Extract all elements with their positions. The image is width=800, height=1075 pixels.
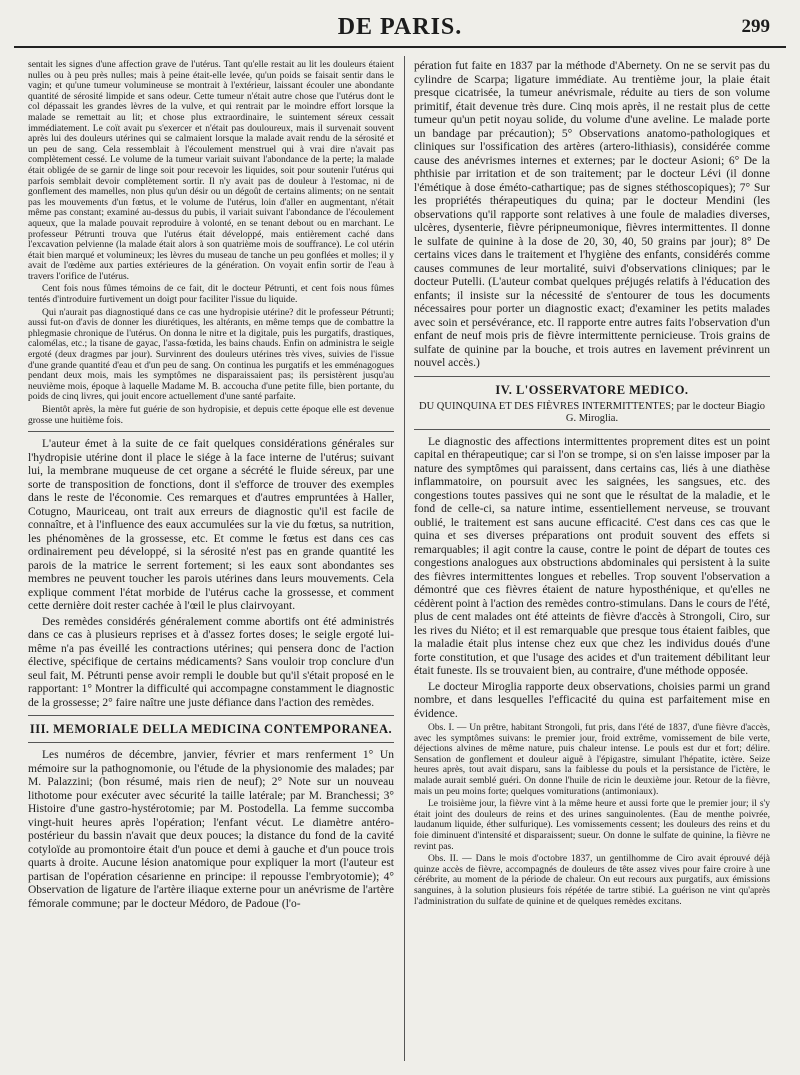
section-rule	[28, 431, 394, 432]
page-number: 299	[741, 16, 770, 37]
article-paragraph: Le docteur Miroglia rapporte deux observations, choisies parmi un grand nombre, et dans lesquelles l'efficacité du quina est parfaitement mise en évidence.	[414, 680, 770, 720]
article-paragraph: Des remèdes considérés généralement comme abortifs ont été administrés dans ce cas à plusieurs reprises et à d'assez fortes doses; le seigle ergoté lui-même n'a pas éveillé les contractions utérines; qui pensera donc de l'action élective, spécifique de certains médicaments? Sans vouloir trop conclure d'un seul fait, M. Pétrunti pense avoir rempli le double but qu'il s'était proposé en le rapportant: 1° Montrer la difficulté qui accompagne constamment le diagnostic de la grossesse; 2° faire naître une juste défiance dans l'action des remèdes.	[28, 615, 394, 709]
article-paragraph: pération fut faite en 1837 par la méthode d'Abernety. On ne se servit pas du cylindre de Scarpa; ligature immédiate. Au trentième jour, la plaie était presque cicatrisée, la tumeur anévrismale, réduite au tiers de son volume primitif, était devenue très dure. Cinq mois après, il ne restait plus de cette tumeur qu'un petit noyau solide, du volume d'une aveline. Le malade porte un bandage par précaution); 5° Observations anatomo-pathologiques et cliniques sur l'ossification des artères (artero-lithiasis), considérée comme cause des anévrismes internes et externes; par le docteur Asioni; 6° De la phthisie par irritation et de son traitement; par le docteur Lévi (il donne l'émétique à dose éméto-cathartique; pas de signes stéthoscopiques); 7° Sur les propriétés thérapeutiques du quina; par le docteur Mendini (les observations qu'il rapporte sont relatives à une foule de maladies diverses, ulcères, dysenterie, fièvre péripneumonique, fièvres intermittentes. Il donne le sulfate de quinine à la dose de 20, 30, 40, 50 grains par jour); 8° De certains vices dans le traitement et l'hygiène des enfants, considérés comme causes communes de leur mortalité, suivi d'observations cliniques; par le docteur Putelli. (L'auteur combat quelques préjugés relatifs à l'éducation des enfants; il insiste sur la nécessité de s'entourer de tous les documents nécessaires pour porter un diagnostic exact; d'examiner les petits malades avec soin et persévérance, etc. Il rapporte entre autres faits l'observation d'un enfant de neuf mois pris de fièvre intermittente pernicieuse. Trois grains de sulfate de quinine par la bouche, et trois autres en lavement prévinrent un nouvel accès.)	[414, 60, 770, 369]
article-paragraph: L'auteur émet à la suite de ce fait quelques considérations générales sur l'hydropisie utérine dont il place le siége à la face interne de l'utérus; suivant lui, la membrane muqueuse de cet organe a sécrété le fluide séreux, par une sorte de transposition de fonctions, dont il s'efforce de trouver des exemples dans le reste de l'économie. Ces remarques et d'autres empruntées à Haller, Cotugno, Mauriceau, ont trait aux erreurs de diagnostic qu'il est facile de connaître, et à l'influence des eaux accumulées sur la vie du fœtus, sa nutrition, les phénomènes de la grossesse, etc. Et comme le fœtus est dans ces cas ordinairement peu développé, si la sérosité n'est pas en grande quantité les parois de la matrice le serrent fortement; si les eaux sont abondantes ses membres ne peuvent toucher les parois utérines dans leurs mouvements. Cela explique comment l'état morbide de l'utérus cache la grossesse, et comment cette dernière doit rester cachée à l'œil le plus clairvoyant.	[28, 438, 394, 613]
section-heading: III. MEMORIALE DELLA MEDICINA CONTEMPORANEA.	[29, 722, 393, 737]
observation-paragraph: Obs. I. — Un prêtre, habitant Strongoli, fut pris, dans l'été de 1837, d'une fièvre d'accès, avec les symptômes suivans: le premier jour, froid extrême, vomissement de bile verte, déjections alvines de même nature, puis chaleur intense. Le pouls est dur et fort; délire. Sensation de gonflement et douleur aiguë à l'épigastre, simulant l'hépatite, ictère. Seize heures après, tout avait disparu, sans la faiblesse du pouls et la persistance de l'ictère, le malade aurait semblé guéri. On donne l'huile de ricin le deuxième jour. Retour de la fièvre, mais un peu moins forte; quelques vomiturations (antimoniaux).	[414, 723, 770, 797]
article-paragraph: Bientôt après, la mère fut guérie de son hydropisie, et depuis cette époque elle est devenue grosse une huitième fois.	[28, 405, 394, 426]
section-rule	[28, 742, 394, 743]
observation-paragraph: Obs. II. — Dans le mois d'octobre 1837, un gentilhomme de Ciro avait éprouvé déjà quinze accès de fièvre, accompagnés de douleurs de tête assez vives pour faire croire à une cérébrite, au moment de la période de chaleur. On eut recours aux purgatifs, aux émissions sanguines, à la solution plusieurs fois répétée de tartre stibié. La guérison ne vint qu'après l'administration du sulfate de quinine et de quelques remèdes excitans.	[414, 854, 770, 907]
article-byline: DU QUINQUINA ET DES FIÈVRES INTERMITTENTES; par le docteur Biagio G. Miroglia.	[414, 401, 770, 430]
article-paragraph: Les numéros de décembre, janvier, février et mars renferment 1° Un mémoire sur la pathognomonie, ou l'étude de la physionomie des malades; par M. Palazzini; (bon résumé, mais rien de neuf); 2° Note sur un nouveau lithotome pour exécuter avec sécurité la taille latérale; par M. Branchessi; 3° Histoire d'une gastro-hystérotomie; par M. Postodella. La femme succomba vingt-huit heures après l'opération; l'enfant vécut. Le diamètre antéro-postérieur du bassin n'avait que deux pouces; la distance du fond de la cavité cotyloïde au promontoire était d'un pouce et demi à gauche et d'un pouce trois quarts à droite. Aucune lésion anatomique pour expliquer la mort (l'auteur est partisan de l'opération césarienne en principe: il repousse l'embryotomie); 4° Observation de ligature de l'artère iliaque externe pour un anévrisme de l'artère fémorale commune; par le docteur Médoro, de Padoue (l'o-	[28, 749, 394, 910]
observation-paragraph: Le troisième jour, la fièvre vint à la même heure et aussi forte que le premier jour; il s'y était joint des douleurs de reins et des urines sanguinolentes. (Eau de menthe poivrée, laudanum liquide, éther sulfurique). Les vomissements cessent; les douleurs des reins et du foie diminuent d'intensité et disparaissent; sueur. On donne le sulfate de quinine, la fièvre ne revint pas.	[414, 799, 770, 852]
article-paragraph: Qui n'aurait pas diagnostiqué dans ce cas une hydropisie utérine? dit le professeur Pétrunti; aussi fut-on d'avis de donner les diurétiques, les altérants, en même temps que de combattre la phlegmasie chronique de l'utérus. On donna le nitre et la digitale, puis les purgatifs, drastiques, calomélas, etc.; la tisane de gayac, l'assa-fœtida, les bains chauds. Enfin on administra le seigle ergoté (deux dragmes par jour). Survinrent des douleurs utérines très vives, suivies de l'issue d'une grande quantité d'eau et d'un peu de sang. On continua les purgatifs et les emménagogues pendant deux mois, mais les symptômes ne disparaissaient pas; ils persistèrent jusqu'au neuvième mois, époque à laquelle Madame M. B. accoucha d'une petite fille, bien portante, du poids de cinq livres, qui jouit encore actuellement d'une santé parfaite.	[28, 307, 394, 403]
article-paragraph: sentait les signes d'une affection grave de l'utérus. Tant qu'elle restait au lit les douleurs étaient nulles ou à peu près nulles; mais à peine était-elle levée, qu'un poids se faisait sentir dans le vagin; et qu'une tumeur volumineuse se montrait à l'extérieur, laissant écouler une abondante quantité de sérosité limpide et sans odeur. Cette tumeur n'était autre chose que l'utérus dont le col dépassait les grandes lèvres de la vulve, et qui rentrait par le moindre effort lorsque la malade se remettait au lit; et chose plus extraordinaire, le suintement séreux cessait immédiatement. Le coït avait pu s'exercer et n'était pas douloureux, mais il survenait souvent après lui des douleurs utérines qui se calmaient lorsque la malade avait rendu de la sérosité et un peu de sang. Cela ressemblait à l'écoulement menstruel qui à vrai dire n'avait pas complètement cessé. Le volume de la tumeur variait suivant l'abondance de la perte; la malade était obligée de se garnir de linge soit pour recevoir les liquides, soit pour soutenir l'utérus qui parfois semblait devoir complètement sortir. Il n'y avait pas de douleur à l'estomac, ni de gonflement des mamelles, non plus qu'un désir ou un dégoût de certains aliments; on ne sentait pas les mouvements d'un fœtus, et le volume de l'utérus, loin d'aller en augmentant, n'était même pas constant; examiné au-dessus du pubis, il variait suivant l'abondance de l'écoulement aqueux, que la malade pouvait reproduire à volonté, en se tenant debout ou en marchant. Le professeur Pétrunti trouva que l'utérus était développé, mais entièrement caché dans l'excavation pelvienne (la malade était alors à son quatrième mois de souffrance). Le col utérin était bien marqué et volumineux; les lèvres du museau de tanche un peu gonflées et molles; il y avait de l'œdème aux parties extérieures de la génération. On voyait enfin sortir de l'eau à travers l'orifice de l'utérus.	[28, 60, 394, 282]
running-title: DE PARIS.	[337, 14, 463, 40]
header-rule	[14, 46, 786, 48]
article-paragraph: Cent fois nous fûmes témoins de ce fait, dit le docteur Pétrunti, et cent fois nous fûmes tentés d'introduire furtivement un doigt pour faciliter l'issue du liquide.	[28, 284, 394, 306]
right-column	[414, 60, 770, 1070]
page-header	[0, 0, 800, 46]
section-rule	[28, 715, 394, 716]
left-column	[28, 60, 394, 1070]
article-paragraph: Le diagnostic des affections intermittentes proprement dites est un point capital en thérapeutique; car si l'on se trompe, si on s'en laisse imposer par la nature des symptômes qui paraissent, dans certains cas, liés à une diathèse inflammatoire, on poursuit avec les saignées, les sangsues, etc. des congestions toutes passives qui ne sont que le résultat de la maladie, et le fond de celle-ci, sa nature intime, essentiellement nerveuse, se trouvant oublié, le traitement est sans aucune efficacité. C'est dans ces cas que le quina et ses diverses préparations ont produit souvent des effets si remarquables; il agit contre la cause, contre le point de départ de toutes ces congestions analogues aux obstructions abdominales qui persistent à la suite des fièvres intermittentes longues et rebelles. Trop souvent l'observation a démontré que ces fièvres étaient de nature hyposthénique, et qu'elles ne cédèrent point à l'action des remèdes contro-stimulans. Dans le cours de l'été, plus de cent malades ont été atteints de fièvre d'accès à Strongoli, Ciro, sur les rives du Niéto; et il est remarquable que presque tous étaient faibles, que la maladie était plus intense chez eux que chez les individus doués d'une forte constitution, et que l'usage des acides et d'un traitement débilitant leur était funeste. Ils se trouvaient bien, au contraire, d'une méthode opposée.	[414, 435, 770, 677]
section-rule	[414, 376, 770, 377]
section-heading: IV. L'OSSERVATORE MEDICO.	[495, 382, 689, 397]
column-divider	[404, 56, 405, 1061]
